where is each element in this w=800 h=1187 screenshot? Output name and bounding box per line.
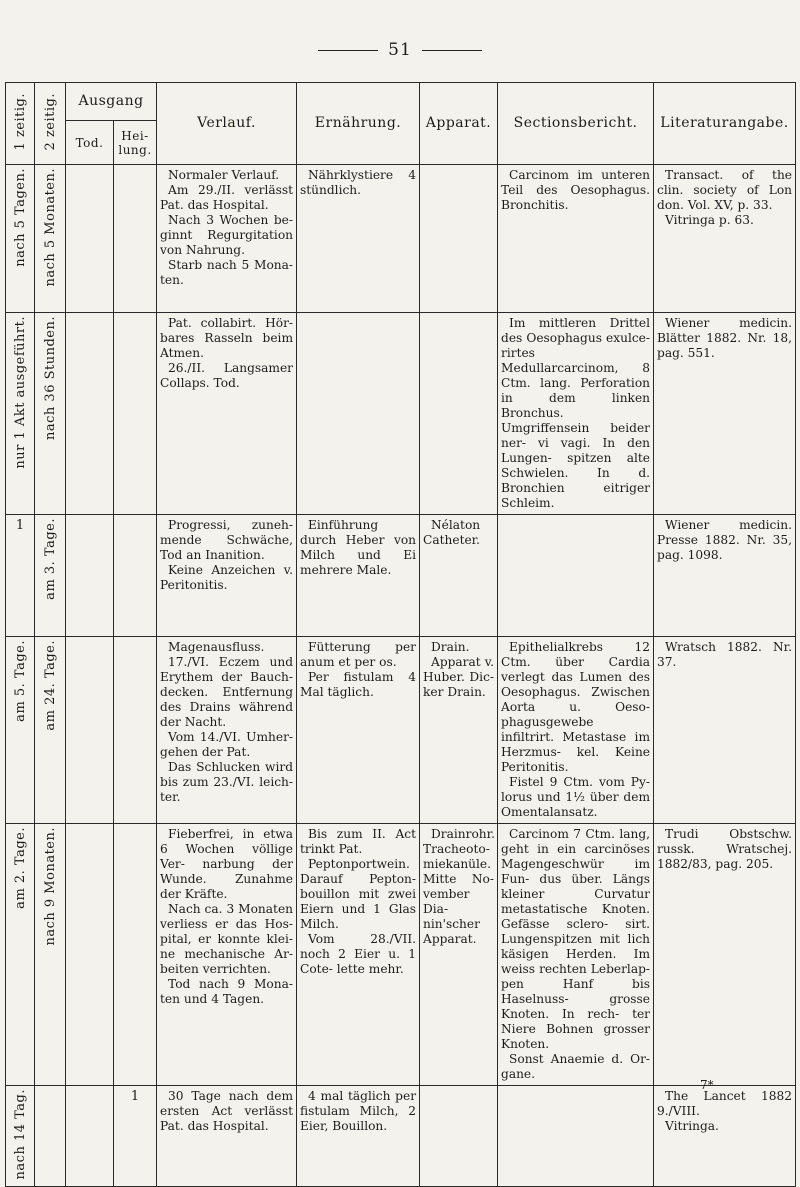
cell-ernaehrung-paragraph: Nährklystiere 4 stündlich. [300, 168, 417, 197]
header-ernaehrung: Ernährung. [297, 83, 420, 165]
table-row [6, 1086, 796, 1187]
cell-tod [66, 165, 114, 313]
case-table [5, 82, 796, 1187]
header-1-zeitig: 1 zeitig. [6, 83, 35, 165]
page-number-dash-left [318, 50, 378, 51]
cell-verlauf [157, 165, 297, 313]
cell-verlauf-paragraph: Pat. collabirt. Hör- bares Rasseln beim Atmen. [160, 316, 294, 360]
header-verlauf: Verlauf. [157, 83, 297, 165]
cell-ernaehrung-paragraph: Peptonportwein. Darauf Pepton- bouillon mit zwei Eiern und 1 Glas Milch. [300, 857, 417, 931]
cell-ernaehrung-paragraph: Einführung durch Heber von Milch und Ei mehrere Male. [300, 518, 417, 577]
cell-verlauf-paragraph: Nach 3 Wochen be- ginnt Regurgitation von Nahrung. [160, 213, 294, 257]
cell-verlauf-paragraph: Nach ca. 3 Monaten verliess er das Hos- pital, er konnte klei- ne mechanische Ar- beiten verrichten. [160, 902, 294, 976]
cell-heilung: 1 [114, 1086, 157, 1187]
cell-ernaehrung [297, 313, 420, 515]
header-ausgang: Ausgang [66, 83, 157, 121]
cell-sectionsbericht-paragraph: Im mittleren Drittel des Oesophagus exulce- rirtes Medullarcarcinom, 8 Ctm. lang. Perforation in dem linken Bronchus. Umgriffensein beider ner- vi vagi. In den Lungen- spitzen alte Schwielen. In d. Bronchien eitriger Schleim. [501, 316, 651, 510]
cell-sectionsbericht [498, 313, 654, 515]
cell-verlauf-paragraph: 26./II. Langsamer Collaps. Tod. [160, 361, 294, 390]
table-row [6, 824, 796, 1086]
header-tod: Tod. [66, 121, 114, 165]
cell-apparat [420, 824, 498, 1086]
cell-verlauf-paragraph: Tod nach 9 Mona- ten und 4 Tagen. [160, 977, 294, 1006]
header-sectionsbericht: Sectionsbericht. [498, 83, 654, 165]
cell-verlauf-paragraph: Das Schlucken wird bis zum 23./VI. leich- ter. [160, 760, 294, 804]
cell-verlauf [157, 515, 297, 637]
cell-apparat-paragraph: Apparat v. Huber. Dic- ker Drain. [423, 655, 495, 699]
header-literaturangabe: Literaturangabe. [654, 83, 796, 165]
cell-literaturangabe [654, 824, 796, 1086]
page-number [0, 40, 800, 60]
table-row [6, 637, 796, 824]
cell-apparat [420, 165, 498, 313]
cell-ernaehrung [297, 1086, 420, 1187]
page-number-dash-right [422, 50, 482, 51]
table-row [6, 515, 796, 637]
cell-apparat [420, 313, 498, 515]
cell-verlauf-paragraph: Progressi, zuneh- mende Schwäche, Tod an Inanition. [160, 518, 294, 562]
header-2-zeitig: 2 zeitig. [35, 83, 66, 165]
cell-literaturangabe-paragraph: The Lancet 1882 9./VIII. [657, 1089, 793, 1118]
cell-heilung [114, 165, 157, 313]
cell-heilung [114, 313, 157, 515]
cell-ernaehrung-paragraph: 4 mal täglich per fistulam Milch, 2 Eier, Bouillon. [300, 1089, 417, 1133]
cell-heilung [114, 824, 157, 1086]
cell-ernaehrung-paragraph: Bis zum II. Act trinkt Pat. [300, 827, 417, 856]
cell-verlauf-paragraph: Normaler Verlauf. [168, 168, 280, 182]
cell-literaturangabe-paragraph: Wiener medicin. Blätter 1882. Nr. 18, pag. 551. [657, 316, 793, 360]
cell-1-zeitig: am 5. Tage. [6, 637, 35, 824]
table-row [6, 313, 796, 515]
cell-literaturangabe [654, 515, 796, 637]
cell-tod [66, 637, 114, 824]
cell-heilung [114, 637, 157, 824]
cell-verlauf-paragraph: Fieberfrei, in etwa 6 Wochen völlige Ver- narbung der Wunde. Zunahme der Kräfte. [160, 827, 294, 901]
cell-literaturangabe-paragraph: Vitringa p. 63. [665, 213, 754, 227]
cell-ernaehrung [297, 165, 420, 313]
cell-ernaehrung [297, 637, 420, 824]
cell-2-zeitig: am 3. Tage. [35, 515, 66, 637]
cell-ernaehrung-paragraph: Vom 28./VII. noch 2 Eier u. 1 Cote- lette mehr. [300, 932, 417, 976]
cell-1-zeitig: am 2. Tage. [6, 824, 35, 1086]
cell-verlauf [157, 824, 297, 1086]
cell-sectionsbericht-paragraph: Sonst Anaemie d. Or- gane. [501, 1052, 651, 1081]
cell-1-zeitig: 1 [6, 515, 35, 637]
cell-heilung [114, 515, 157, 637]
cell-sectionsbericht [498, 1086, 654, 1187]
cell-sectionsbericht-paragraph: Carcinom im unteren Teil des Oesophagus. Bronchitis. [501, 168, 651, 212]
cell-1-zeitig: nur 1 Akt ausgeführt. [6, 313, 35, 515]
cell-ernaehrung-paragraph: Per fistulam 4 Mal täglich. [300, 670, 417, 699]
cell-literaturangabe [654, 637, 796, 824]
cell-literaturangabe-paragraph: Wratsch 1882. Nr. 37. [657, 640, 793, 669]
cell-apparat [420, 515, 498, 637]
cell-1-zeitig: nach 5 Tagen. [6, 165, 35, 313]
cell-verlauf-paragraph: Starb nach 5 Mona- ten. [160, 258, 294, 287]
cell-sectionsbericht-paragraph: Fistel 9 Ctm. vom Py- lorus und 1½ über dem Omentalansatz. [501, 775, 651, 819]
cell-2-zeitig: nach 36 Stunden. [35, 313, 66, 515]
cell-2-zeitig: nach 9 Monaten. [35, 824, 66, 1086]
cell-apparat [420, 637, 498, 824]
cell-verlauf-paragraph: Am 29./II. verlässt Pat. das Hospital. [160, 183, 294, 212]
cell-literaturangabe [654, 165, 796, 313]
cell-2-zeitig: am 24. Tage. [35, 637, 66, 824]
cell-ernaehrung-paragraph: Fütterung per anum et per os. [300, 640, 417, 669]
cell-sectionsbericht [498, 165, 654, 313]
cell-tod [66, 313, 114, 515]
cell-verlauf-paragraph: Magenausfluss. [168, 640, 265, 654]
cell-2-zeitig: nach 5 Monaten. [35, 165, 66, 313]
cell-ernaehrung [297, 824, 420, 1086]
cell-verlauf-paragraph: Keine Anzeichen v. Peritonitis. [160, 563, 294, 592]
cell-verlauf [157, 1086, 297, 1187]
cell-literaturangabe-paragraph: Wiener medicin. Presse 1882. Nr. 35, pag. 1098. [657, 518, 793, 562]
cell-verlauf-paragraph: 30 Tage nach dem ersten Act verlässt Pat. das Hospital. [160, 1089, 294, 1133]
header-apparat: Apparat. [420, 83, 498, 165]
cell-verlauf-paragraph: Vom 14./VI. Umher- gehen der Pat. [160, 730, 294, 759]
cell-apparat-paragraph: Drain. [431, 640, 470, 654]
cell-literaturangabe-paragraph: Transact. of the clin. society of Lon don. Vol. XV, p. 33. [657, 168, 793, 212]
cell-apparat-paragraph: Drainrohr. Tracheoto- miekanüle. Mitte No- vember Dia- nin'scher Apparat. [423, 827, 495, 946]
table-row [6, 165, 796, 313]
cell-literaturangabe [654, 1086, 796, 1187]
signature-mark: 7* [700, 1078, 714, 1092]
cell-sectionsbericht [498, 824, 654, 1086]
cell-1-zeitig: nach 14 Tag. [6, 1086, 35, 1187]
cell-2-zeitig [35, 1086, 66, 1187]
cell-tod [66, 515, 114, 637]
cell-ernaehrung [297, 515, 420, 637]
header-heilung: Hei- lung. [114, 121, 157, 165]
cell-sectionsbericht [498, 515, 654, 637]
cell-literaturangabe [654, 313, 796, 515]
cell-literaturangabe-paragraph: Trudi Obstschw. russk. Wratschej. 1882/83, pag. 205. [657, 827, 793, 871]
cell-tod [66, 1086, 114, 1187]
cell-apparat-paragraph: Nélaton Catheter. [423, 518, 481, 547]
cell-sectionsbericht-paragraph: Epithelialkrebs 12 Ctm. über Cardia verlegt das Lumen des Oesophagus. Zwischen Aorta u. Oeso- phagusgewebe infiltrirt. Metastase im Herzmus- kel. Keine Peritonitis. [501, 640, 651, 774]
cell-tod [66, 824, 114, 1086]
cell-sectionsbericht [498, 637, 654, 824]
table-body [6, 165, 796, 1187]
cell-literaturangabe-paragraph: Vitringa. [665, 1119, 719, 1133]
cell-verlauf [157, 313, 297, 515]
cell-apparat [420, 1086, 498, 1187]
cell-verlauf-paragraph: 17./VI. Eczem und Erythem der Bauch- decken. Entfernung des Drains während der Nacht. [160, 655, 294, 729]
cell-verlauf [157, 637, 297, 824]
cell-sectionsbericht-paragraph: Carcinom 7 Ctm. lang, geht in ein carcinöses Magengeschwür im Fun- dus über. Längs kleiner Curvatur metastatische Knoten. Gefässe sclero- sirt. Lungenspitzen mit lich käsigen Herden. Im weiss rechten Leberlap- pen Hanf bis Haselnuss- grosse Knoten. In rech- ter Niere Bohnen grosser Knoten. [501, 827, 651, 1051]
page-number-value: 51 [388, 40, 412, 60]
